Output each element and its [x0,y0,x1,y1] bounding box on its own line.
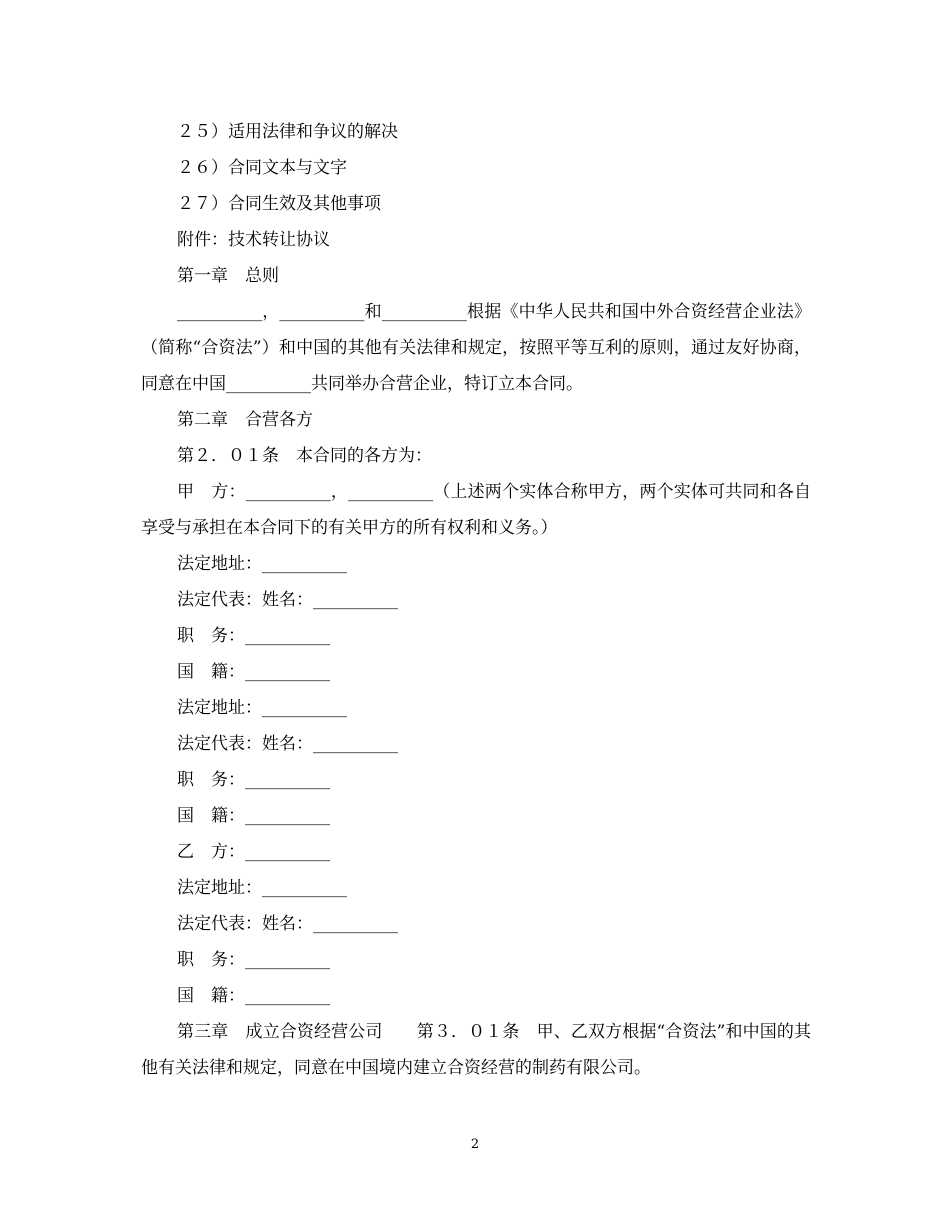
party-b-representative: 法定代表：姓名：__________ [177,914,398,934]
preamble-paragraph: __________，__________和__________根据《中华人民共和国中外合资经营企业法》（简称“合资法”）和中国的其他有关法律和规定，按照平等互利的原则，通过友好协商，同意在中国__________共同举办合营企业，特订立本合同。 [141,302,811,394]
article-2-01: 第２．０１条 本合同的各方为： [177,446,432,466]
list-item-25: ２５）适用法律和争议的解决 [177,122,398,142]
chapter-3-paragraph: 第三章 成立合资经营公司 第３．０１条 甲、乙双方根据“合资法”和中国的其他有关法律和规定，同意在中国境内建立合资经营的制药有限公司。 [141,1022,811,1078]
party-a1-representative: 法定代表：姓名：__________ [177,590,398,610]
party-a2-representative: 法定代表：姓名：__________ [177,734,398,754]
party-a2-position: 职 务：__________ [177,770,330,790]
party-b-line: 乙 方：__________ [177,842,330,862]
party-b-position: 职 务：__________ [177,950,330,970]
list-item-26: ２６）合同文本与文字 [177,158,347,178]
party-a2-nationality: 国 籍：__________ [177,806,330,826]
party-a2-address: 法定地址：__________ [177,698,347,718]
chapter-1-heading: 第一章 总则 [177,266,279,286]
party-a1-address: 法定地址：__________ [177,554,347,574]
document-body [141,114,811,1086]
party-a-paragraph: 甲 方：__________，__________（上述两个实体合称甲方，两个实体可共同和各自享受与承担在本合同下的有关甲方的所有权利和义务。） [141,482,811,538]
party-b-address: 法定地址：__________ [177,878,347,898]
party-b-nationality: 国 籍：__________ [177,986,330,1006]
page-number: 2 [470,1137,480,1152]
chapter-2-heading: 第二章 合营各方 [177,410,313,430]
party-a1-nationality: 国 籍：__________ [177,662,330,682]
party-a1-position: 职 务：__________ [177,626,330,646]
list-item-27: ２７）合同生效及其他事项 [177,194,381,214]
attachment-line: 附件：技术转让协议 [177,230,330,250]
